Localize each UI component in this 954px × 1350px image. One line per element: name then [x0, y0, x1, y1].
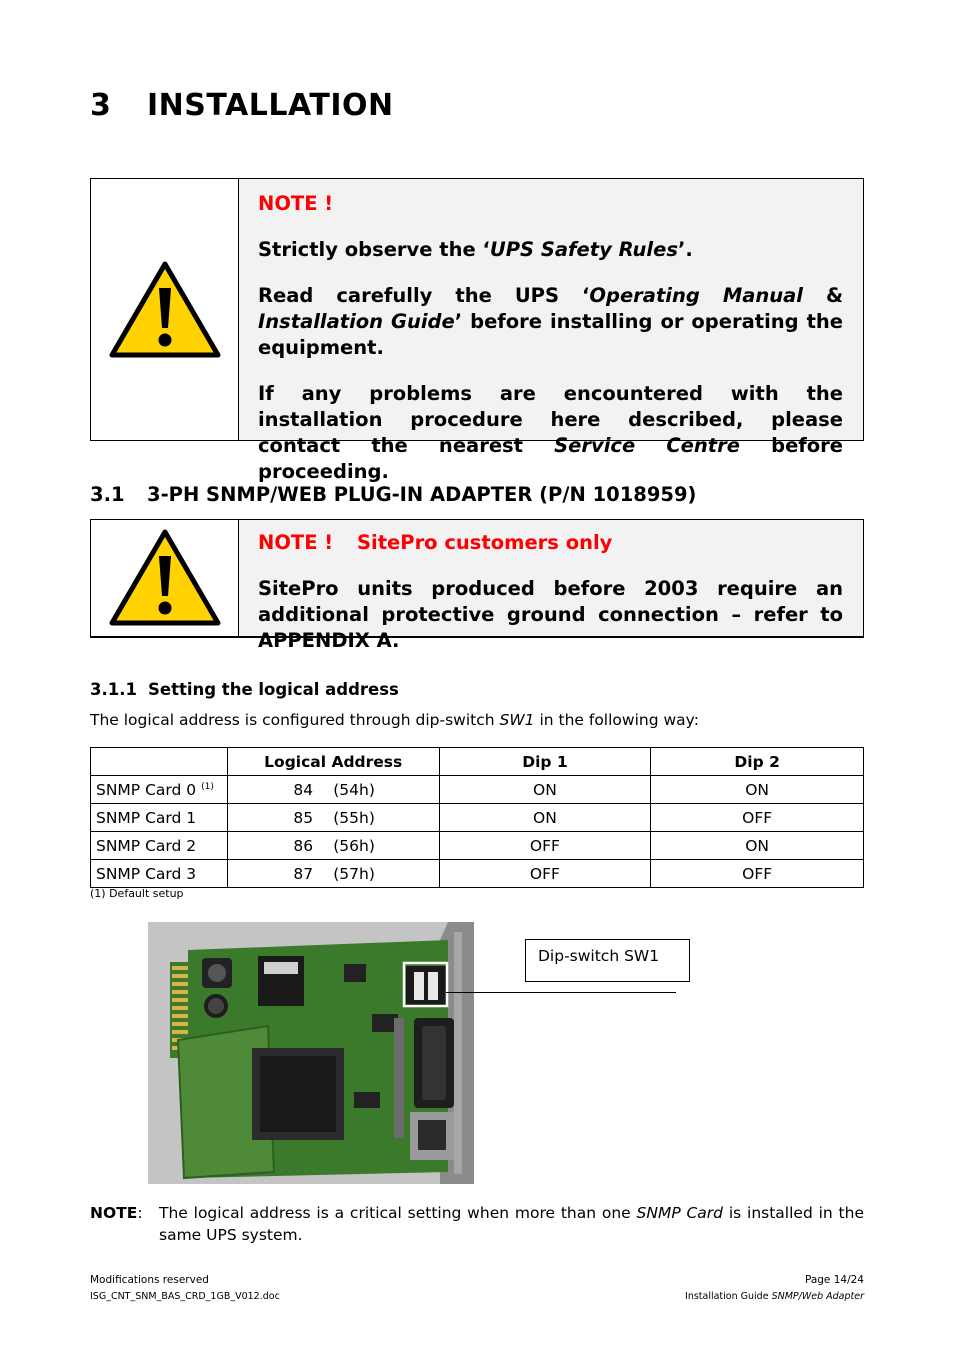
- section-heading: [90, 483, 696, 506]
- logical-address-note: [90, 1202, 864, 1246]
- dip1-value: OFF: [439, 860, 651, 888]
- snmp-card-photo: [148, 922, 474, 1184]
- table-header: [91, 748, 228, 776]
- footer-document-title: Installation Guide SNMP/Web Adapter: [685, 1291, 864, 1302]
- subsection-number: 3.1.1: [90, 680, 137, 699]
- note-label: NOTE:: [90, 1204, 143, 1222]
- table-row: [91, 804, 864, 832]
- dip2-value: OFF: [651, 804, 864, 832]
- card-name: SNMP Card 2: [91, 832, 228, 860]
- note-line-safety-rules: Strictly observe the ‘UPS Safety Rules’.: [258, 238, 693, 261]
- note-box-sitepro: [90, 519, 864, 652]
- logical-address-table: [90, 747, 864, 888]
- section-number: 3.1: [90, 483, 125, 506]
- dip2-value: OFF: [651, 860, 864, 888]
- subsection-title: Setting the logical address: [148, 680, 399, 699]
- note-subtitle: SitePro customers only: [357, 531, 613, 554]
- note-text-cell: [239, 179, 863, 483]
- card-name: SNMP Card 3: [91, 860, 228, 888]
- logical-address: 87 (57h): [227, 860, 439, 888]
- note-label: NOTE !: [258, 531, 334, 554]
- chapter-heading: [90, 88, 394, 123]
- logical-address: 86 (56h): [227, 832, 439, 860]
- note-line-manual: Read carefully the UPS ‘Operating Manual & Installation Guide’ before installing or operating the equipment.: [258, 284, 844, 359]
- pcb-illustration: [148, 922, 474, 1184]
- table-row: [91, 776, 864, 804]
- dip-switch-callout: Dip-switch SW1: [525, 939, 690, 982]
- card-name: SNMP Card 0 $^{(1)}$: [91, 776, 228, 804]
- note-line-sitepro: SitePro units produced before 2003 require an additional protective ground connection – refer to APPENDIX A.: [258, 577, 843, 652]
- table-row: [91, 860, 864, 888]
- warning-triangle-icon: [108, 528, 222, 628]
- dip2-value: ON: [651, 776, 864, 804]
- note-line-problems: If any problems are encountered with the installation procedure here described, please contact the nearest Service Centre before proceeding.: [258, 382, 844, 483]
- note-text: The logical address is a critical setting when more than one SNMP Card is installed in the same UPS system.: [159, 1204, 864, 1244]
- logical-address: 84 (54h): [227, 776, 439, 804]
- dip1-value: OFF: [439, 832, 651, 860]
- footer-filename: ISG_CNT_SNM_BAS_CRD_1GB_V012.doc: [90, 1291, 280, 1302]
- note-label-row: [258, 530, 843, 556]
- table-header-row: [91, 748, 864, 776]
- section-title: 3-PH SNMP/WEB PLUG-IN ADAPTER (P/N 1018959): [147, 483, 697, 506]
- warning-triangle-icon: [108, 260, 222, 360]
- note-icon-cell: [91, 179, 239, 440]
- note-text-cell: [239, 520, 863, 652]
- note-box-safety: [90, 178, 864, 483]
- intro-paragraph: The logical address is configured through dip-switch SW1 in the following way:: [90, 711, 699, 729]
- subsection-heading: [90, 680, 399, 699]
- card-name: SNMP Card 1: [91, 804, 228, 832]
- dip1-value: ON: [439, 804, 651, 832]
- dip1-value: ON: [439, 776, 651, 804]
- table-footnote: (1) Default setup: [90, 887, 184, 900]
- chapter-title: INSTALLATION: [147, 88, 394, 123]
- footer-modifications: Modifications reserved: [90, 1274, 209, 1286]
- callout-leader-line: [446, 992, 676, 993]
- chapter-number: 3: [90, 88, 112, 123]
- table-header: Dip 2: [651, 748, 864, 776]
- table-header: Dip 1: [439, 748, 651, 776]
- note-label: NOTE !: [258, 192, 334, 215]
- dip2-value: ON: [651, 832, 864, 860]
- footer-page-number: Page 14/24: [804, 1274, 864, 1286]
- note-icon-cell: [91, 520, 239, 636]
- logical-address: 85 (55h): [227, 804, 439, 832]
- table-header: Logical Address: [227, 748, 439, 776]
- table-row: [91, 832, 864, 860]
